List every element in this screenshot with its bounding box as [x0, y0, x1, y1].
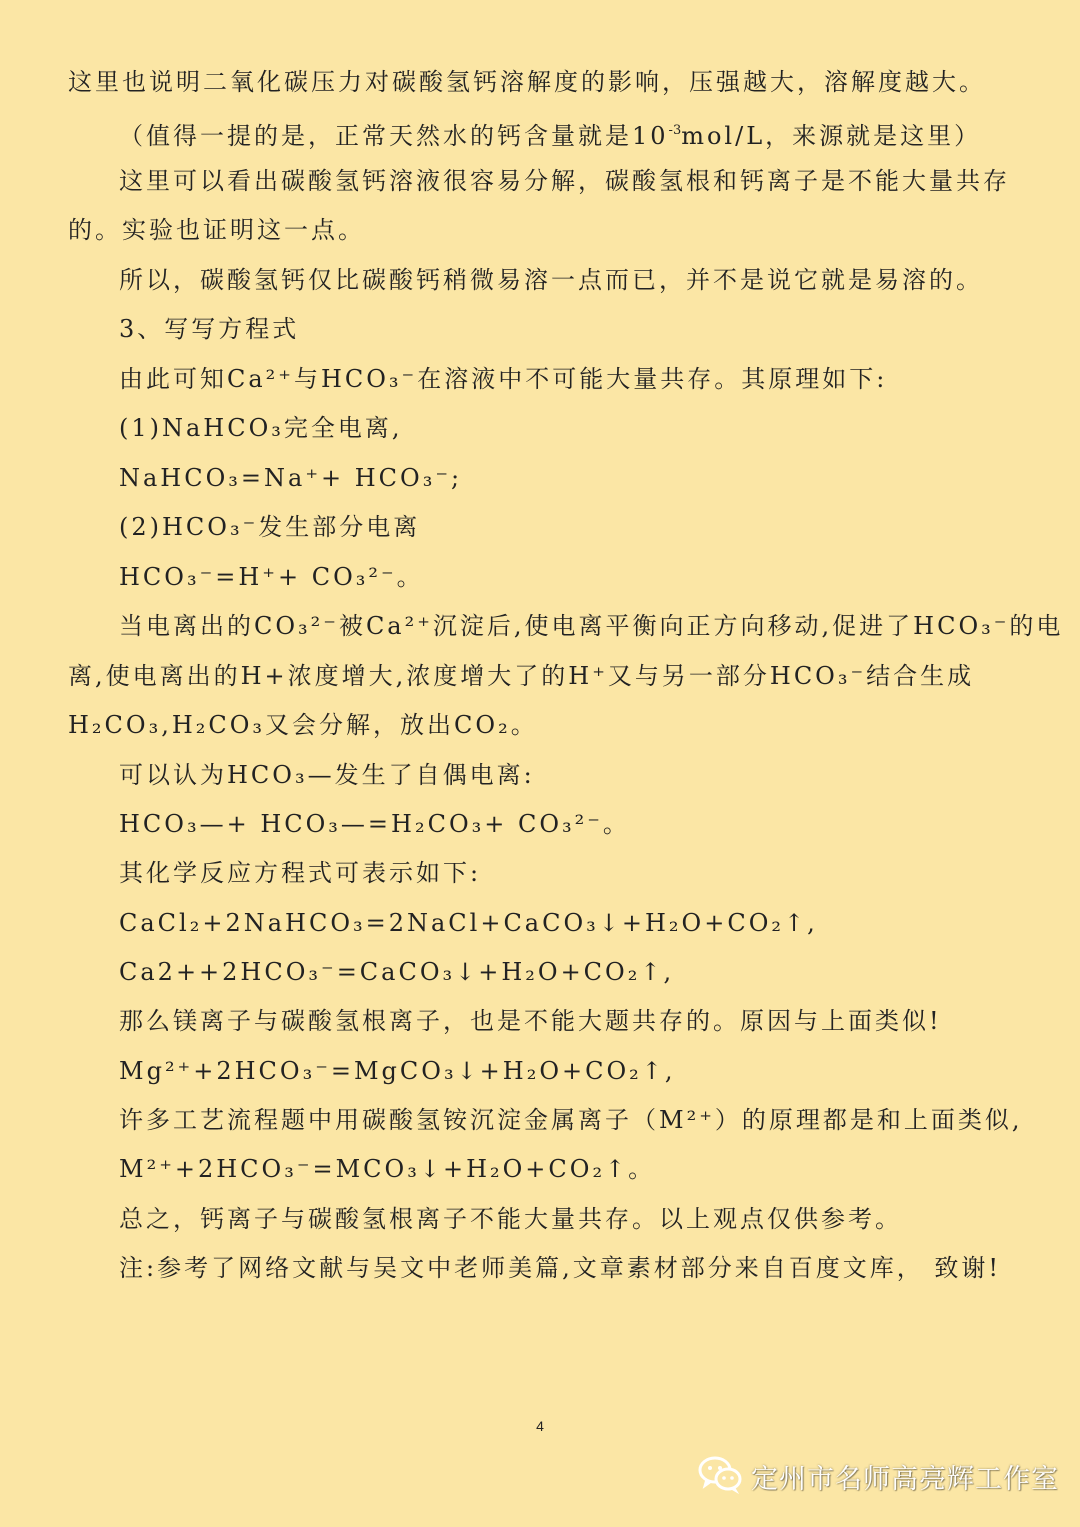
watermark-text: 定州市名师高亮辉工作室 [751, 1463, 1059, 1495]
paragraph-line: (1)NaHCO₃完全电离, [119, 414, 403, 442]
equation-line: NaHCO₃=Na⁺+ HCO₃⁻; [119, 464, 463, 492]
equation-line: Ca2++2HCO₃⁻=CaCO₃↓+H₂O+CO₂↑, [119, 958, 675, 986]
acknowledgement-note: 注:参考了网络文献与吴文中老师美篇,文章素材部分来自百度文库， 致谢! [119, 1254, 1001, 1282]
paragraph-line: 其化学反应方程式可表示如下: [119, 859, 482, 887]
paragraph-line: 许多工艺流程题中用碳酸氢铵沉淀金属离子（M²⁺）的原理都是和上面类似, [119, 1106, 1023, 1134]
wechat-icon [697, 1454, 743, 1498]
paragraph-line: 可以认为HCO₃—发生了自偶电离: [119, 761, 535, 789]
paragraph-line: 这里也说明二氧化碳压力对碳酸氢钙溶解度的影响，压强越大，溶解度越大。 [68, 68, 986, 96]
paragraph-line: 当电离出的CO₃²⁻被Ca²⁺沉淀后,使电离平衡向正方向移动,促进了HCO₃⁻的电 [119, 612, 1064, 640]
equation-line: HCO₃⁻=H⁺+ CO₃²⁻。 [119, 563, 424, 591]
text-segment: （值得一提的是，正常天然水的钙含量就是10 [119, 122, 669, 150]
paragraph-line: 的。实验也证明这一点。 [68, 216, 365, 244]
equation-line: M²⁺+2HCO₃⁻=MCO₃↓+H₂O+CO₂↑。 [119, 1155, 656, 1183]
paragraph-line: 所以，碳酸氢钙仅比碳酸钙稍微易溶一点而已，并不是说它就是易溶的。 [119, 266, 983, 294]
equation-line: CaCl₂+2NaHCO₃=2NaCl+CaCO₃↓+H₂O+CO₂↑, [119, 909, 818, 937]
paragraph-line: 总之，钙离子与碳酸氢根离子不能大量共存。以上观点仅供参考。 [119, 1205, 902, 1233]
superscript: -3 [668, 123, 682, 138]
paragraph-line: 离,使电离出的H+浓度增大,浓度增大了的H⁺又与另一部分HCO₃⁻结合生成 [68, 662, 975, 690]
paragraph-line: 那么镁离子与碳酸氢根离子，也是不能大题共存的。原因与上面类似! [119, 1007, 942, 1035]
paragraph-line: 由此可知Ca²⁺与HCO₃⁻在溶液中不可能大量共存。其原理如下: [119, 365, 888, 393]
paragraph-line [119, 111, 981, 156]
paragraph-line: (2)HCO₃⁻发生部分电离 [119, 513, 421, 541]
section-heading: 3、写写方程式 [119, 315, 300, 343]
equation-line: HCO₃—+ HCO₃—=H₂CO₃+ CO₃²⁻。 [119, 810, 630, 838]
page-number: 4 [536, 1418, 544, 1434]
paragraph-line: H₂CO₃,H₂CO₃又会分解，放出CO₂。 [68, 711, 538, 739]
text-segment: mol/L，来源就是这里） [681, 122, 982, 150]
watermark [697, 1454, 1059, 1498]
paragraph-line: 这里可以看出碳酸氢钙溶液很容易分解，碳酸氢根和钙离子是不能大量共存 [119, 167, 1010, 195]
equation-line: Mg²⁺+2HCO₃⁻=MgCO₃↓+H₂O+CO₂↑, [119, 1057, 676, 1085]
